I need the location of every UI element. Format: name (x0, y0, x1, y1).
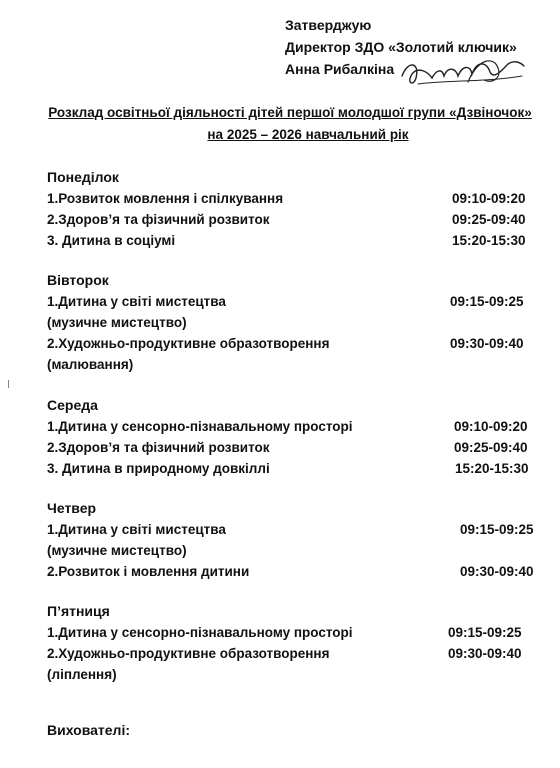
day-name: Понеділок (47, 169, 119, 185)
lesson-time: 15:20-15:30 (455, 461, 529, 476)
lesson-time: 09:10-09:20 (454, 419, 528, 434)
schedule-title-line1: Розклад освітньої діяльності дітей першої молодшої групи «Дзвіночок» (48, 105, 532, 120)
lesson-label: 3. Дитина в соціумі (47, 233, 176, 248)
schedule-row (47, 333, 537, 354)
handwritten-signature (398, 54, 528, 94)
day-block-thursday (47, 498, 537, 582)
lesson-label: 1.Дитина у сенсорно-пізнавальному просторі (47, 625, 353, 640)
schedule-row (47, 209, 537, 230)
schedule-row (47, 416, 537, 437)
schedule-row (47, 230, 537, 251)
lesson-time: 09:30-09:40 (450, 336, 524, 351)
schedule-row (47, 437, 537, 458)
lesson-time: 09:25-09:40 (452, 212, 526, 227)
schedule-row (47, 188, 537, 209)
teachers-label: Вихователі: (47, 722, 131, 738)
lesson-time: 09:30-09:40 (460, 564, 534, 579)
schedule-row (47, 643, 537, 664)
lesson-label: 2.Художньо-продуктивне образотворення (47, 336, 330, 351)
lesson-label: 3. Дитина в природному довкіллі (47, 461, 270, 476)
schedule-row (47, 291, 537, 312)
lesson-label: 1.Дитина у світі мистецтва (47, 522, 226, 537)
day-name: П’ятниця (47, 603, 110, 619)
lesson-label: 2.Здоров’я та фізичний розвиток (47, 212, 270, 227)
lesson-note: (малювання) (47, 357, 134, 372)
lesson-time: 15:20-15:30 (452, 233, 526, 248)
schedule-row (47, 561, 537, 582)
day-block-friday (47, 601, 537, 685)
schedule-row (47, 622, 537, 643)
lesson-note: (музичне мистецтво) (47, 315, 187, 330)
lesson-time: 09:15-09:25 (460, 522, 534, 537)
approval-title: Затверджую (285, 17, 372, 33)
lesson-label: 1.Дитина у світі мистецтва (47, 294, 226, 309)
day-name: Середа (47, 397, 98, 413)
day-block-tuesday (47, 270, 537, 375)
lesson-label: 1.Дитина у сенсорно-пізнавальному просторі (47, 419, 353, 434)
lesson-time: 09:10-09:20 (452, 191, 526, 206)
day-block-wednesday (47, 395, 537, 479)
approval-position: Директор ЗДО «Золотий ключик» (285, 39, 517, 55)
schedule-row (47, 519, 537, 540)
schedule-title-line2: на 2025 – 2026 навчальний рік (207, 127, 409, 142)
lesson-time: 09:15-09:25 (450, 294, 524, 309)
lesson-note: (музичне мистецтво) (47, 543, 187, 558)
scan-mark (8, 380, 9, 388)
day-block-monday (47, 167, 537, 251)
schedule-row (47, 458, 537, 479)
lesson-time: 09:30-09:40 (448, 646, 522, 661)
lesson-label: 2.Розвиток і мовлення дитини (47, 564, 250, 579)
lesson-label: 2.Здоров’я та фізичний розвиток (47, 440, 270, 455)
lesson-label: 2.Художньо-продуктивне образотворення (47, 646, 330, 661)
lesson-time: 09:25-09:40 (454, 440, 528, 455)
approval-name: Анна Рибалкіна (285, 61, 395, 77)
lesson-label: 1.Розвиток мовлення і спілкування (47, 191, 284, 206)
lesson-note: (ліплення) (47, 667, 117, 682)
lesson-time: 09:15-09:25 (448, 625, 522, 640)
day-name: Четвер (47, 500, 97, 516)
day-name: Вівторок (47, 272, 109, 288)
